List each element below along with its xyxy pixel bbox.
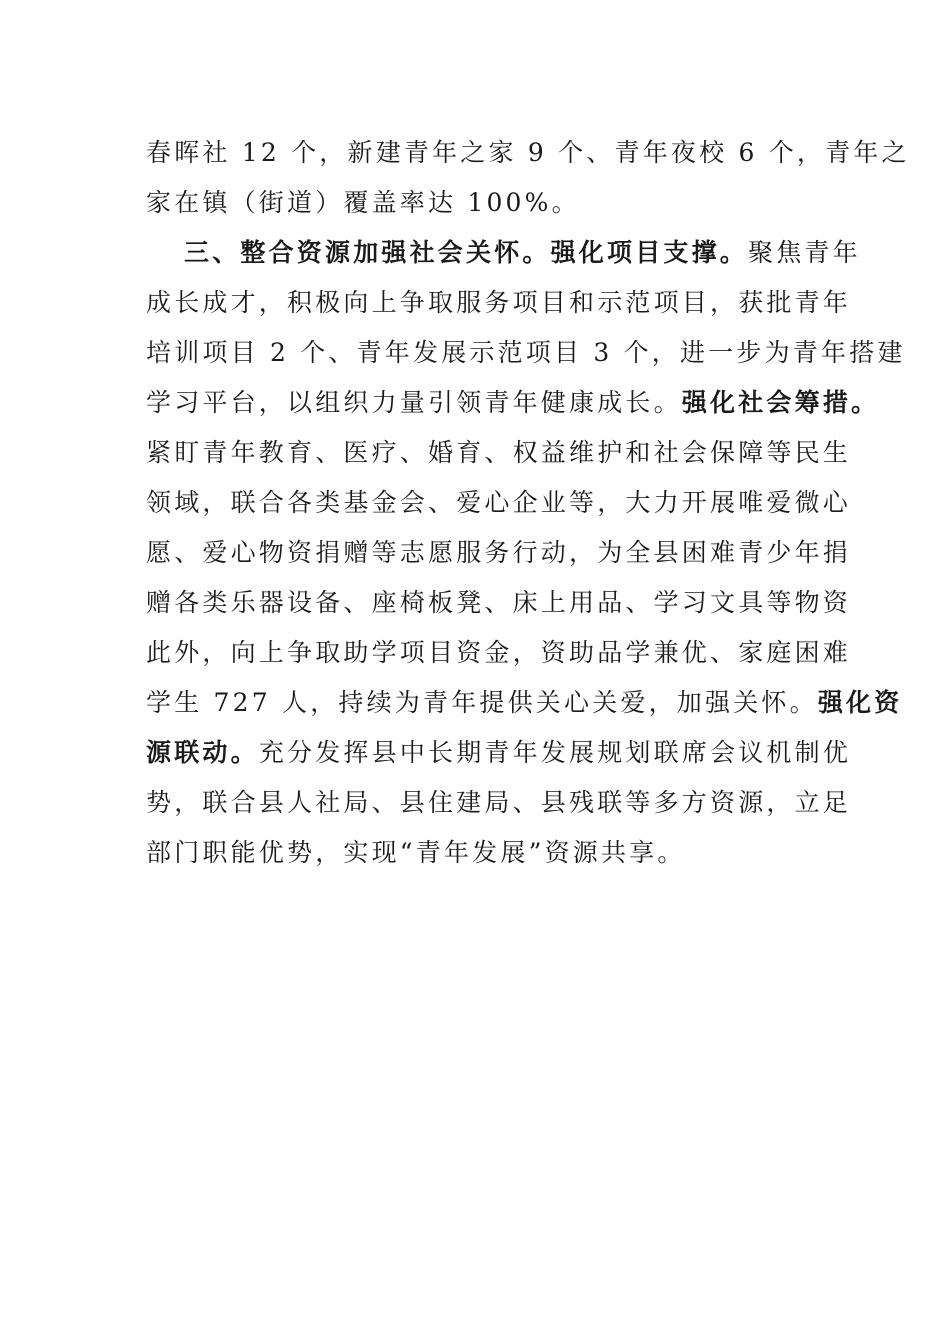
text-line [146, 528, 852, 578]
text-line [146, 678, 903, 728]
text-line [146, 578, 852, 628]
text-segment: 成长成才，积极向上争取服务项目和示范项目，获批青年 [146, 288, 852, 317]
text-line [146, 178, 816, 228]
text-line [146, 428, 852, 478]
text-line [146, 728, 852, 778]
text-line [146, 128, 910, 178]
text-segment: 学生 727 人，持续为青年提供关心关爱，加强关怀。 [146, 688, 818, 717]
text-segment: 学习平台，以组织力量引领青年健康成长。 [146, 388, 682, 417]
subsection-heading: 强化项目支撑。 [550, 238, 749, 267]
text-segment: 充分发挥县中长期青年发展规划联席会议机制优 [258, 738, 852, 767]
subsection-heading: 源联动。 [146, 738, 259, 767]
text-line [146, 478, 852, 528]
text-segment: 紧盯青年教育、医疗、婚育、权益维护和社会保障等民生 [146, 438, 852, 467]
text-segment: 此外，向上争取助学项目资金，资助品学兼优、家庭困难 [146, 638, 852, 667]
subsection-heading: 强化资 [817, 688, 903, 717]
text-segment: 春晖社 12 个，新建青年之家 9 个、青年夜校 6 个，青年之 [146, 138, 910, 167]
text-segment: 赠各类乐器设备、座椅板凳、床上用品、学习文具等物资 [146, 588, 852, 617]
text-segment: 领域，联合各类基金会、爱心企业等，大力开展唯爱微心 [146, 488, 852, 517]
text-segment: 家在镇（街道）覆盖率达 100%。 [146, 188, 580, 217]
text-segment: 聚焦青年 [748, 238, 861, 267]
text-line [146, 378, 880, 428]
text-line [184, 228, 861, 278]
text-segment: 愿、爱心物资捐赠等志愿服务行动，为全县困难青少年捐 [146, 538, 852, 567]
subsection-heading: 强化社会筹措。 [681, 388, 880, 417]
text-line [146, 628, 852, 678]
section-heading: 三、整合资源加强社会关怀。 [184, 238, 551, 267]
text-segment: 部门职能优势，实现“青年发展”资源共享。 [146, 838, 686, 867]
text-line [146, 828, 816, 878]
text-line [146, 278, 852, 328]
text-line [146, 328, 906, 378]
text-segment: 势，联合县人社局、县住建局、县残联等多方资源，立足 [146, 788, 852, 817]
text-line [146, 778, 852, 828]
text-segment: 培训项目 2 个、青年发展示范项目 3 个，进一步为青年搭建 [146, 338, 906, 367]
